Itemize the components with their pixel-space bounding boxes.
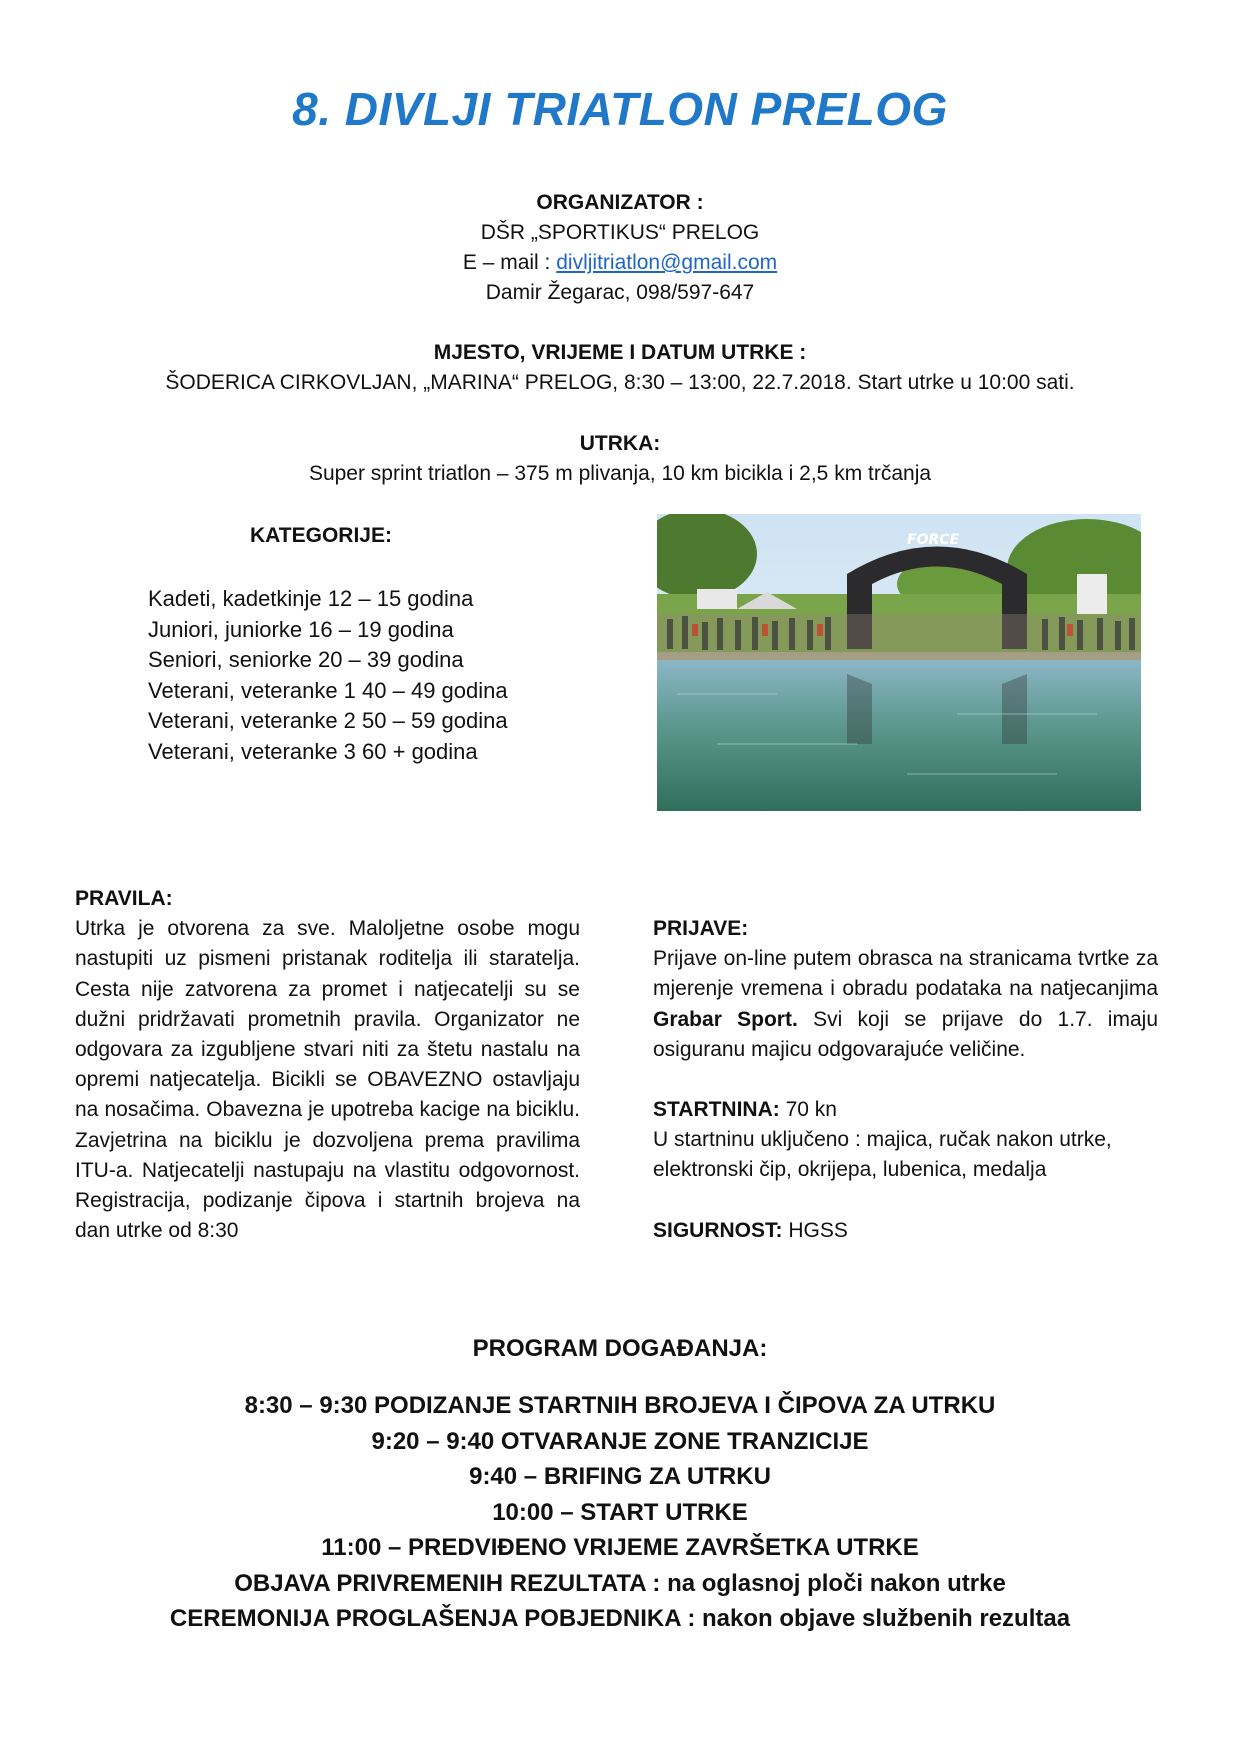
registration-company: Grabar Sport. xyxy=(653,1007,798,1031)
program-item: 8:30 – 9:30 PODIZANJE STARTNIH BROJEVA I ČIPOVA ZA UTRKU xyxy=(244,1392,996,1419)
program-heading: PROGRAM DOGAĐANJA: xyxy=(472,1335,768,1362)
race-text: Super sprint triatlon – 375 m plivanja, 10 km bicikla i 2,5 km trčanja xyxy=(308,462,932,485)
race-photo xyxy=(657,514,1141,811)
organizer-section xyxy=(0,188,1240,308)
categories-heading: KATEGORIJE: xyxy=(250,524,392,547)
registration-text-before: Prijave on-line putem obrasca na stranicama tvrtke za mjerenje vremena i obradu podataka na natjecanjima xyxy=(653,947,1158,1001)
program-item: 9:40 – BRIFING ZA UTRKU xyxy=(469,1463,771,1490)
categories-list xyxy=(148,584,508,767)
category-item: Kadeti, kadetkinje 12 – 15 godina xyxy=(148,586,474,611)
security-label: SIGURNOST: xyxy=(653,1218,783,1242)
location-text: ŠODERICA CIRKOVLJAN, „MARINA“ PRELOG, 8:30 – 13:00, 22.7.2018. Start utrke u 10:00 sati. xyxy=(165,371,1075,394)
category-item: Seniori, seniorke 20 – 39 godina xyxy=(148,647,464,672)
fee-line xyxy=(653,1095,1158,1125)
organizer-heading: ORGANIZATOR : xyxy=(536,191,704,214)
arch-brand-text: FORCE xyxy=(907,532,960,548)
race-section xyxy=(0,429,1240,489)
registration-heading: PRIJAVE: xyxy=(653,917,749,940)
category-item: Veterani, veteranke 3 60 + godina xyxy=(148,738,478,764)
organizer-email-line xyxy=(0,248,1240,278)
security-value: HGSS xyxy=(782,1218,848,1242)
email-label: E – mail : xyxy=(462,251,557,274)
program-item: OBJAVA PRIVREMENIH REZULTATA : na oglasnoj ploči nakon utrke xyxy=(234,1569,1006,1597)
category-item: Veterani, veteranke 1 40 – 49 godina xyxy=(148,677,508,703)
category-item: Veterani, veteranke 2 50 – 59 godina xyxy=(148,708,508,733)
program-item: 10:00 – START UTRKE xyxy=(492,1498,748,1526)
program-item: 11:00 – PREDVIĐENO VRIJEME ZAVRŠETKA UTRKE xyxy=(321,1534,919,1561)
security-line xyxy=(653,1216,1158,1246)
registration-text-after: Svi koji se prijave do 1.7. imaju osiguranu majicu odgovarajuće veličine. xyxy=(653,1007,1158,1061)
fee-label: STARTNINA: xyxy=(653,1098,780,1122)
race-heading: UTRKA: xyxy=(579,432,661,455)
fee-value: 70 kn xyxy=(779,1098,837,1122)
program-item: CEREMONIJA PROGLAŠENJA POBJEDNIKA : nakon objave službenih rezultaa xyxy=(169,1605,1071,1632)
email-link[interactable]: divljitriatlon@gmail.com xyxy=(556,251,778,274)
registration-section xyxy=(653,914,1158,1246)
organizer-name: DŠR „SPORTIKUS“ PRELOG xyxy=(480,221,760,244)
rules-heading: PRAVILA: xyxy=(75,887,173,910)
rules-section xyxy=(75,884,580,1246)
race-photo-illustration xyxy=(657,514,1141,811)
category-item: Juniori, juniorke 16 – 19 godina xyxy=(148,616,454,642)
location-section xyxy=(0,338,1240,398)
rules-text: Utrka je otvorena za sve. Maloljetne osobe mogu nastupiti uz pismeni pristanak roditelja ili staratelja. Cesta nije zatvorena za promet i natjecatelji su se dužni pridržavati prometnih pravila. Organizator ne odgovara za izgubljene stvari niti za štetu nastalu na opremi natjecatelja. Bicikli se OBAVEZNO ostavljaju na nosačima. Obavezna je upotreba kacige na biciklu. Zavjetrina na biciklu je dozvoljena prema pravilima ITU-a. Natjecatelji nastupaju na vlastitu odgovornost. Registracija, podizanje čipova i startnih brojeva na dan utrke od 8:30 xyxy=(75,917,580,1243)
page-title: 8. DIVLJI TRIATLON PRELOG xyxy=(292,83,948,135)
program-list xyxy=(0,1388,1240,1637)
registration-text xyxy=(653,944,1158,1065)
location-heading: MJESTO, VRIJEME I DATUM UTRKE : xyxy=(433,341,807,364)
fee-included: U startninu uključeno : majica, ručak nakon utrke, elektronski čip, okrijepa, lubenica, medalja xyxy=(653,1128,1112,1182)
organizer-contact: Damir Žegarac, 098/597-647 xyxy=(485,281,755,304)
program-item: 9:20 – 9:40 OTVARANJE ZONE TRANZICIJE xyxy=(371,1427,869,1455)
